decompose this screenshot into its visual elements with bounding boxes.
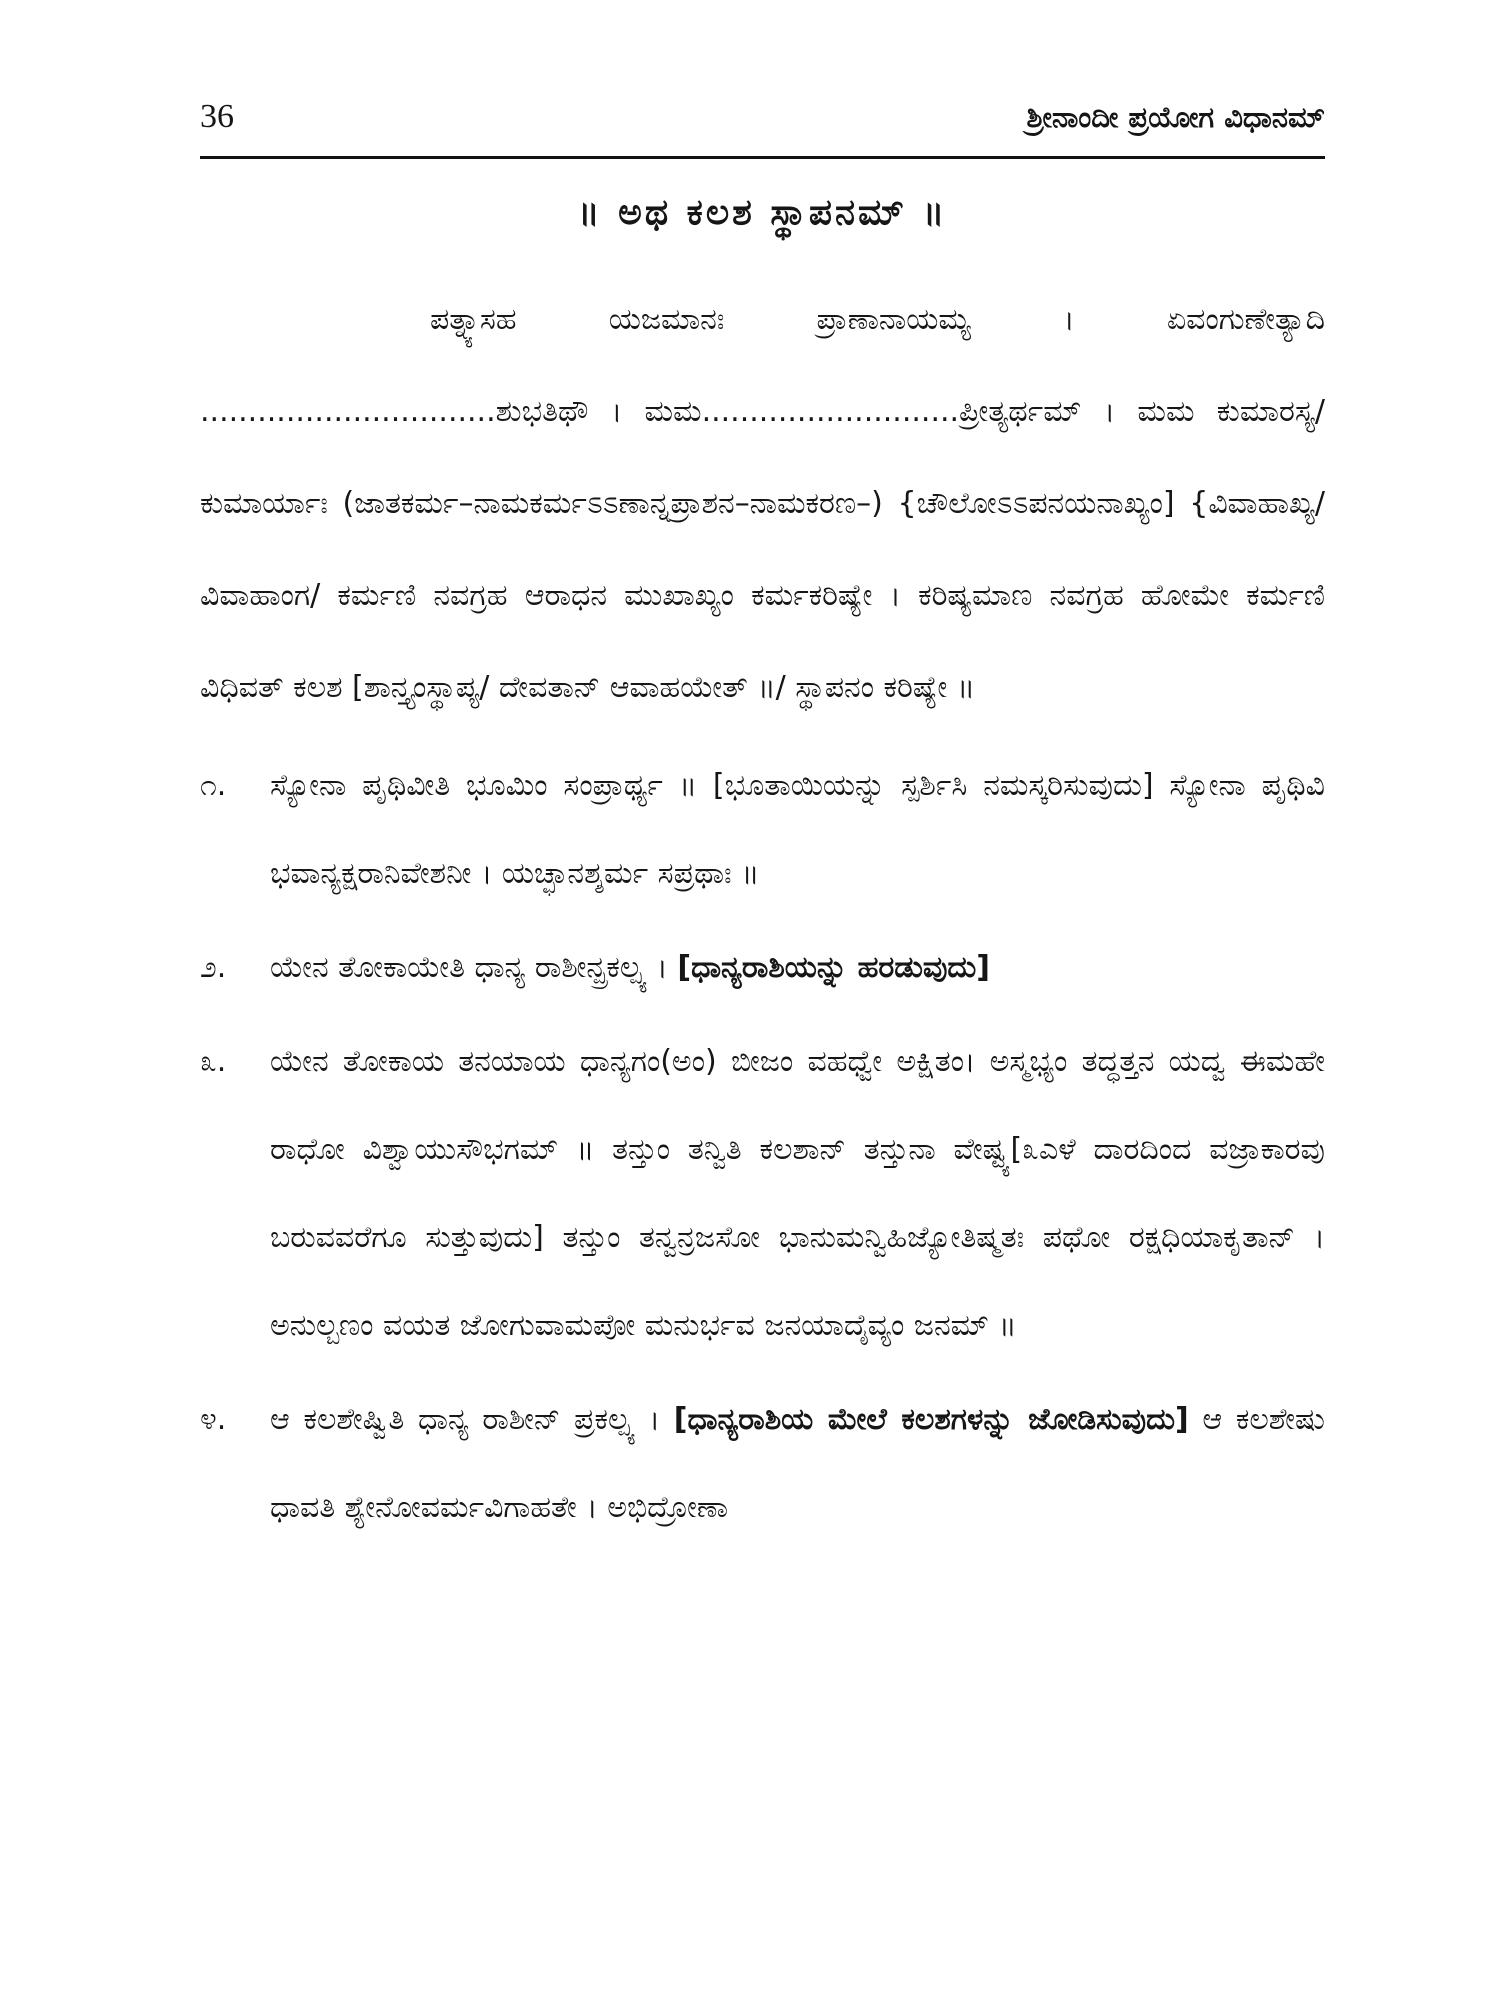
verse-instruction: [ಧಾನ್ಯರಾಶಿಯನ್ನು ಹರಡುವುದು] xyxy=(677,950,991,985)
verse-item-2 xyxy=(200,924,1325,1012)
verse-number: ೨. xyxy=(200,950,227,985)
verse-number: ೩. xyxy=(200,1044,227,1079)
verse-number: ೪. xyxy=(200,1402,227,1437)
verse-text-wrapper xyxy=(270,924,1325,1012)
verse-text: ಸ್ಯೋನಾ ಪೃಥಿವೀತಿ ಭೂಮಿಂ ಸಂಪ್ರಾರ್ಥ್ಯ ॥ [ಭೂತಾಯಿಯನ್ನು ಸ್ಪರ್ಶಿಸಿ ನಮಸ್ಕರಿಸುವುದು] ಸ್ಯೋನಾ ಪೃಥಿವಿ ಭವಾನ್ಯಕ್ಷರಾನಿವೇಶನೀ । ಯಚ್ಛಾನಶ್ಶರ್ಮ ಸಪ್ರಥಾಃ ॥ xyxy=(270,768,1325,891)
running-title: ಶ್ರೀನಾಂದೀ ಪ್ರಯೋಗ ವಿಧಾನಮ್ xyxy=(1026,100,1325,134)
intro-paragraph: ಪತ್ನ್ಯಾಸಹ ಯಜಮಾನಃ ಪ್ರಾಣಾನಾಯಮ್ಯ । ಏವಂಗುಣೇತ್ಯಾದಿ ...............................ಶುಭತಿಥೌ । ಮಮ...........................ಪ್ರೀತ್ಯರ್ಥಮ್ । ಮಮ ಕುಮಾರಸ್ಯ/ ಕುಮಾರ್ಯಾಃ (ಜಾತಕರ್ಮ–ನಾಮಕರ್ಮಽಽಣಾನ್ನಪ್ರಾಶನ–ನಾಮಕರಣ–) {ಚೌಲೋಽಽಪನಯನಾಖ್ಯಂ] {ವಿವಾಹಾಖ್ಯ/ ವಿವಾಹಾಂಗ/ ಕರ್ಮಣಿ ನವಗ್ರಹ ಆರಾಧನ ಮುಖಾಖ್ಯಂ ಕರ್ಮಕರಿಷ್ಯೇ । ಕರಿಷ್ಯಮಾಣ ನವಗ್ರಹ ಹೋಮೇ ಕರ್ಮಣಿ ವಿಧಿವತ್ ಕಲಶ [ಶಾನ್ತ್ಯಂಸ್ಥಾಪ್ಯ/ ದೇವತಾನ್ ಆವಾಹಯೇತ್ ॥/ ಸ್ಥಾಪನಂ ಕರಿಷ್ಯೇ ॥ xyxy=(200,302,1325,705)
verse-text-continued: ಆ ಕಲಶೇಷು ಧಾವತಿ ಶ್ಯೇನೋವರ್ಮವಿಗಾಹತೇ । ಅಭಿದ್ರೋಣಾ xyxy=(270,1402,1325,1525)
page-number: 36 xyxy=(200,98,234,135)
header-rule xyxy=(200,156,1325,159)
verse-text: ಯೇನ ತೋಕಾಯೇತಿ ಧಾನ್ಯ ರಾಶೀನ್ಪ್ರಕಲ್ಪ್ಯ । xyxy=(270,950,668,985)
verse-item-3 xyxy=(200,1018,1325,1370)
verse-number: ೧. xyxy=(200,768,227,803)
verse-instruction: [ಧಾನ್ಯರಾಶಿಯ ಮೇಲೆ ಕಲಶಗಳನ್ನು ಜೋಡಿಸುವುದು] xyxy=(673,1402,1189,1437)
verse-item-4 xyxy=(200,1376,1325,1552)
page-header xyxy=(200,90,1325,160)
verse-item-1 xyxy=(200,742,1325,918)
section-title: ॥ ಅಥ ಕಲಶ ಸ್ಥಾಪನಮ್ ॥ xyxy=(577,192,948,233)
page xyxy=(200,90,1325,1558)
verse-list xyxy=(200,742,1325,1552)
verse-text: ಯೇನ ತೋಕಾಯ ತನಯಾಯ ಧಾನ್ಯಗಂ(ಅಂ) ಬೀಜಂ ವಹಧ್ವೇ ಅಕ್ಷಿತಂ। ಅಸ್ಮಭ್ಯಂ ತದ್ಧತ್ತನ ಯದ್ವ ಈಮಹೇ ರಾಧೋ ವಿಶ್ವಾಯುಸೌಭಗಮ್ ॥ ತನ್ತುಂ ತನ್ವಿತಿ ಕಲಶಾನ್ ತನ್ತುನಾ ವೇಷ್ಟ್ಯ[೩ಎಳೆ ದಾರದಿಂದ ವಜ್ರಾಕಾರವು ಬರುವವರೆಗೂ ಸುತ್ತುವುದು] ತನ್ತುಂ ತನ್ವನ್ರಜಸೋ ಭಾನುಮನ್ವಿಹಿಜ್ಯೋತಿಷ್ಮತಃ ಪಥೋ ರಕ್ಷಧಿಯಾಕೃತಾನ್ । ಅನುಲ್ಬಣಂ ವಯತ ಜೋಗುವಾಮಪೋ ಮನುರ್ಭವ ಜನಯಾದೈವ್ಯಂ ಜನಮ್ ॥ xyxy=(270,1044,1325,1343)
verse-text-wrapper xyxy=(270,1376,1325,1552)
verse-text: ಆ ಕಲಶೇಷ್ವಿತಿ ಧಾನ್ಯ ರಾಶೀನ್ ಪ್ರಕಲ್ಪ್ಯ । xyxy=(270,1402,661,1437)
